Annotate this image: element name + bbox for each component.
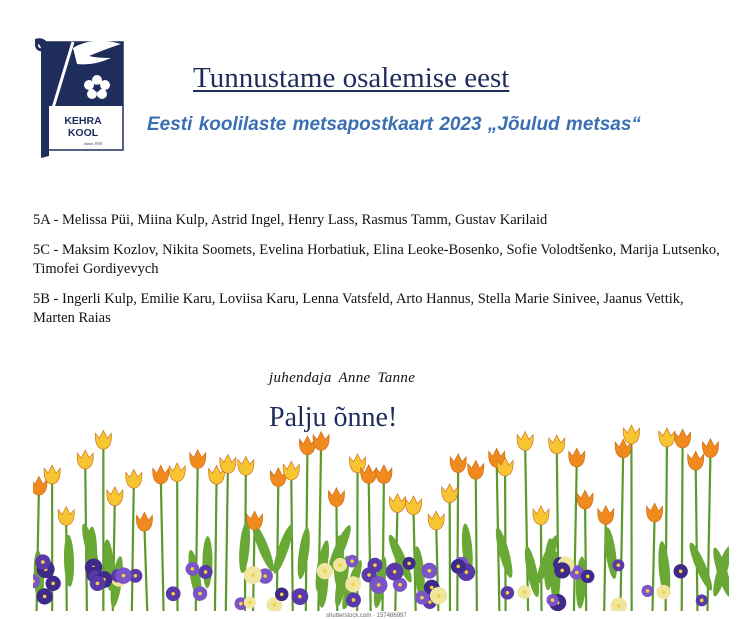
congratulations-text: Palju õnne! <box>269 402 398 433</box>
page-subtitle: Eesti koolilaste metsapostkaart 2023 „Jõulud metsas“ <box>147 114 641 135</box>
class-5c-row: 5C - Maksim Kozlov, Nikita Soomets, Evelina Horbatiuk, Elina Leoke-Bosenko, Sofie Volodtšenko, Marija Lutsenko, Timofei Gordiyevych <box>33 242 720 277</box>
supervisor-line: juhendaja Anne Tanne <box>269 370 416 386</box>
logo-since: alates 1936 <box>83 141 103 146</box>
class-5a-row: 5A - Melissa Püi, Miina Kulp, Astrid Ingel, Henry Lass, Rasmus Tamm, Gustav Karilaid <box>33 212 548 228</box>
logo-line1: KEHRA <box>64 115 102 127</box>
logo-line2: KOOL <box>67 127 99 139</box>
school-logo <box>33 36 129 160</box>
participants-list <box>33 211 723 339</box>
image-credit: shutterstock.com · 157486997 <box>326 613 407 619</box>
page-title: Tunnustame osalemise eest <box>193 62 510 94</box>
class-5b-row: 5B - Ingerli Kulp, Emilie Karu, Loviisa Karu, Lenna Vatsfeld, Arto Hannus, Stella Marie Sinivee, Jaanus Vettik, Marten Raias <box>33 291 684 326</box>
